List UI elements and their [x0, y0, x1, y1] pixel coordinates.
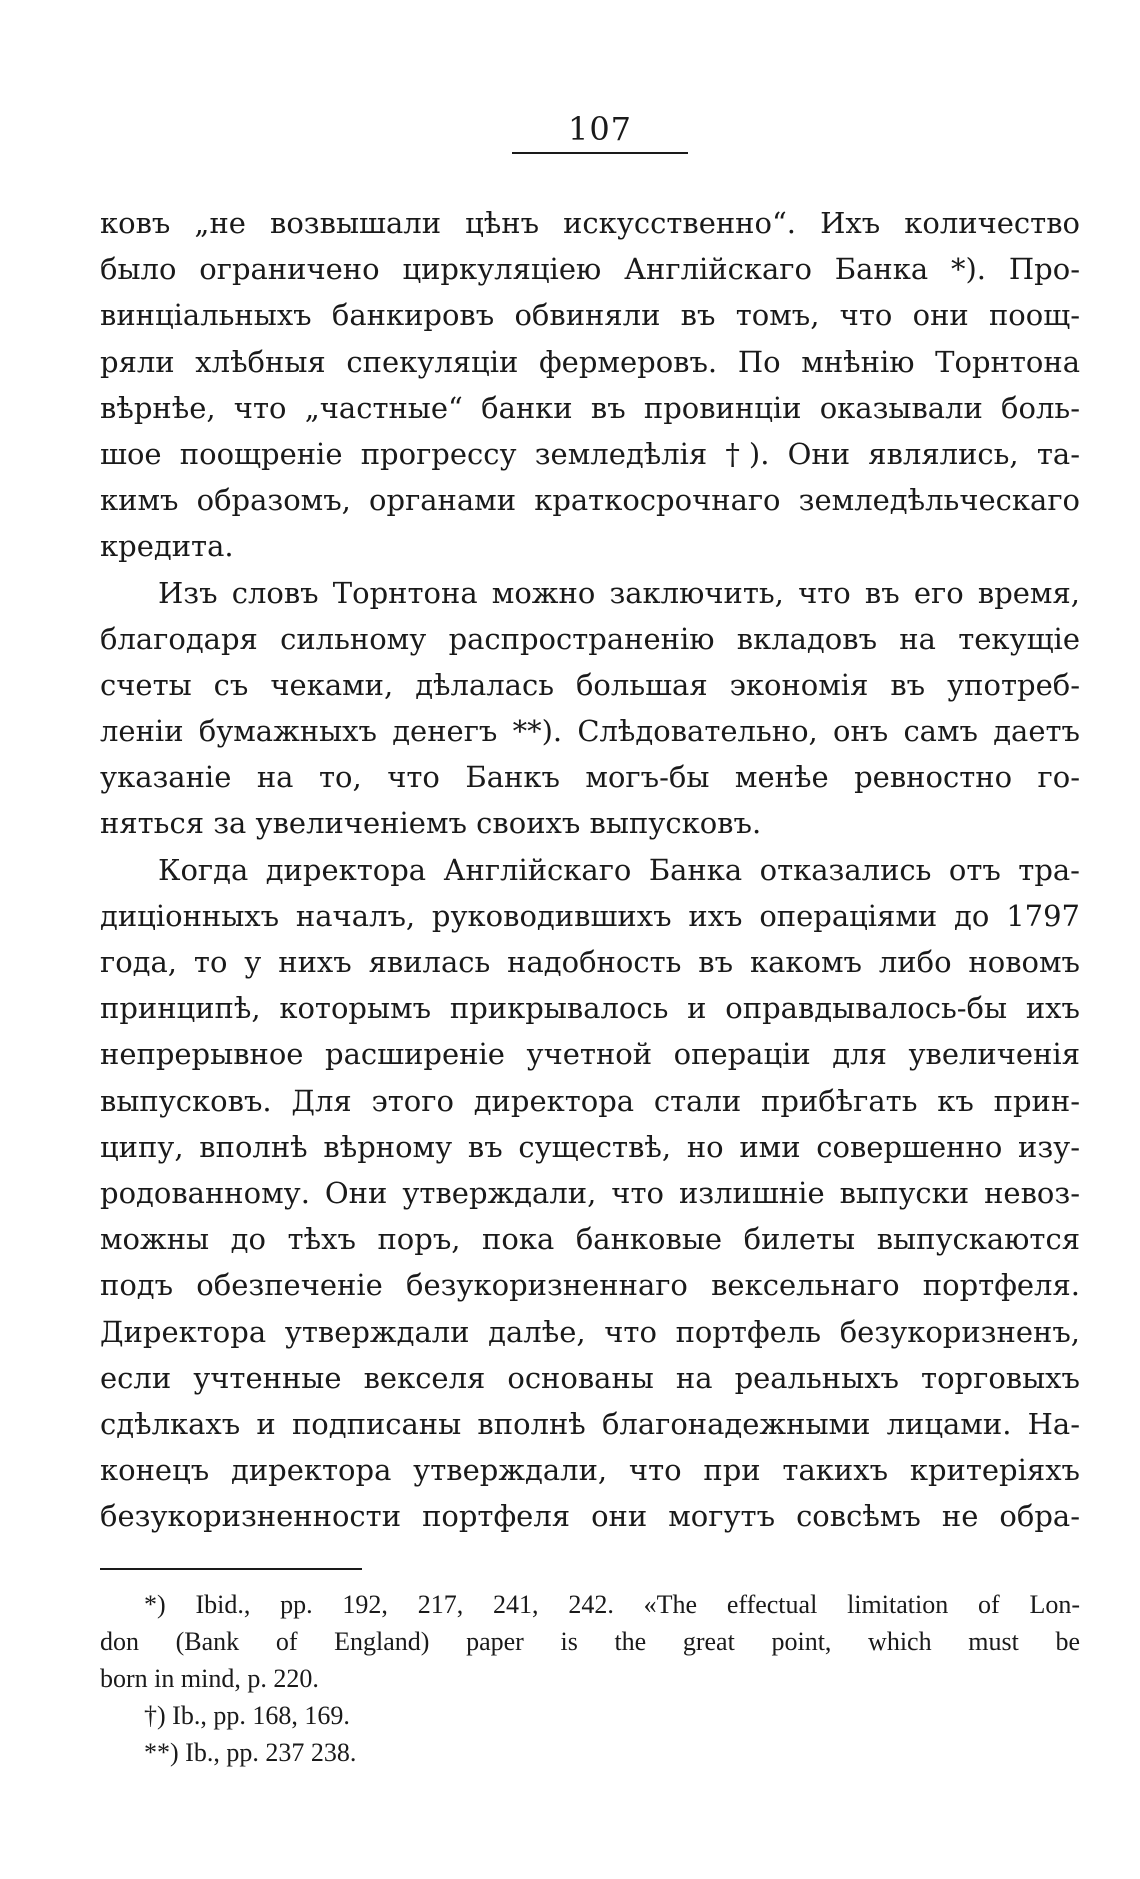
text-line: если учтенные векселя основаны на реальныхъ торговыхъ: [100, 1360, 1080, 1395]
footnotes: [100, 1586, 1080, 1771]
footnote-line: born in mind, p. 220.: [100, 1664, 319, 1693]
text-line: выпусковъ. Для этого директора стали прибѣгать къ прин-: [100, 1083, 1080, 1118]
text-line: сдѣлкахъ и подписаны вполнѣ благонадежными лицами. На-: [100, 1406, 1080, 1441]
text-line: счеты съ чеками, дѣлалась большая экономія въ употреб-: [100, 667, 1080, 702]
text-line: указаніе на то, что Банкъ могъ-бы менѣе ревностно го-: [100, 760, 1080, 795]
text-line: безукоризненности портфеля они могутъ совсѣмъ не обра-: [100, 1499, 1080, 1534]
text-line: кимъ образомъ, органами краткосрочнаго земледѣльческаго: [100, 483, 1080, 518]
text-line: ряли хлѣбныя спекуляціи фермеровъ. По мнѣнію Торнтона: [100, 344, 1080, 379]
text-line: винціальныхъ банкировъ обвиняли въ томъ, что они поощ-: [100, 298, 1080, 333]
text-line: года, то у нихъ явилась надобность въ какомъ либо новомъ: [100, 945, 1080, 979]
text-line: конецъ директора утверждали, что при такихъ критеріяхъ: [100, 1453, 1080, 1488]
text-line: благодаря сильному распространенію вкладовъ на текущіе: [100, 621, 1080, 656]
footnote-line: **) Ib., pp. 237 238.: [144, 1738, 357, 1767]
text-line: подъ обезпеченіе безукоризненнаго вексельнаго портфеля.: [100, 1268, 1080, 1303]
footnote-line: †) Ib., pp. 168, 169.: [144, 1701, 350, 1730]
text-line: родованному. Они утверждали, что излишніе выпуски невоз-: [100, 1175, 1080, 1210]
page-number-rule: [512, 152, 688, 154]
text-line: ковъ „не возвышали цѣнъ искусственно“. Ихъ количество: [100, 206, 1080, 240]
text-line: непрерывное расширеніе учетной операціи для увеличенія: [100, 1037, 1080, 1072]
text-line: было ограничено циркуляціею Англійскаго Банка *). Про-: [100, 252, 1080, 287]
text-line: принципѣ, которымъ прикрывалось и оправдывалось-бы ихъ: [100, 991, 1080, 1026]
text-line: Изъ словъ Торнтона можно заключить, что въ его время,: [158, 575, 1080, 610]
text-line: ципу, вполнѣ вѣрному въ существѣ, но ими совершенно изу-: [100, 1129, 1080, 1164]
text-line: шое поощреніе прогрессу земледѣлія †). Они являлись, та-: [100, 436, 1080, 471]
footnote-line: don (Bank of England) paper is the great point, which must be: [100, 1627, 1080, 1656]
text-line: леніи бумажныхъ денегъ **). Слѣдовательно, онъ самъ даетъ: [100, 714, 1080, 749]
text-line: Директора утверждали далѣе, что портфель безукоризненъ,: [100, 1314, 1080, 1349]
page-number: 107: [567, 110, 633, 148]
text-line: диціонныхъ началъ, руководившихъ ихъ операціями до 1797: [100, 898, 1080, 933]
text-line: можны до тѣхъ поръ, пока банковые билеты выпускаются: [100, 1222, 1080, 1257]
text-line: вѣрнѣе, что „частные“ банки въ провинціи оказывали боль-: [100, 390, 1080, 425]
footnote-line: *) Ibid., pp. 192, 217, 241, 242. «The effectual limitation of Lon-: [144, 1590, 1080, 1619]
text-line: няться за увеличеніемъ своихъ выпусковъ.: [100, 806, 762, 841]
body-text: [100, 200, 1080, 1539]
footnote-rule: [100, 1568, 362, 1570]
text-line: Когда директора Англійскаго Банка отказались отъ тра-: [158, 852, 1080, 887]
text-line: кредита.: [100, 529, 234, 564]
